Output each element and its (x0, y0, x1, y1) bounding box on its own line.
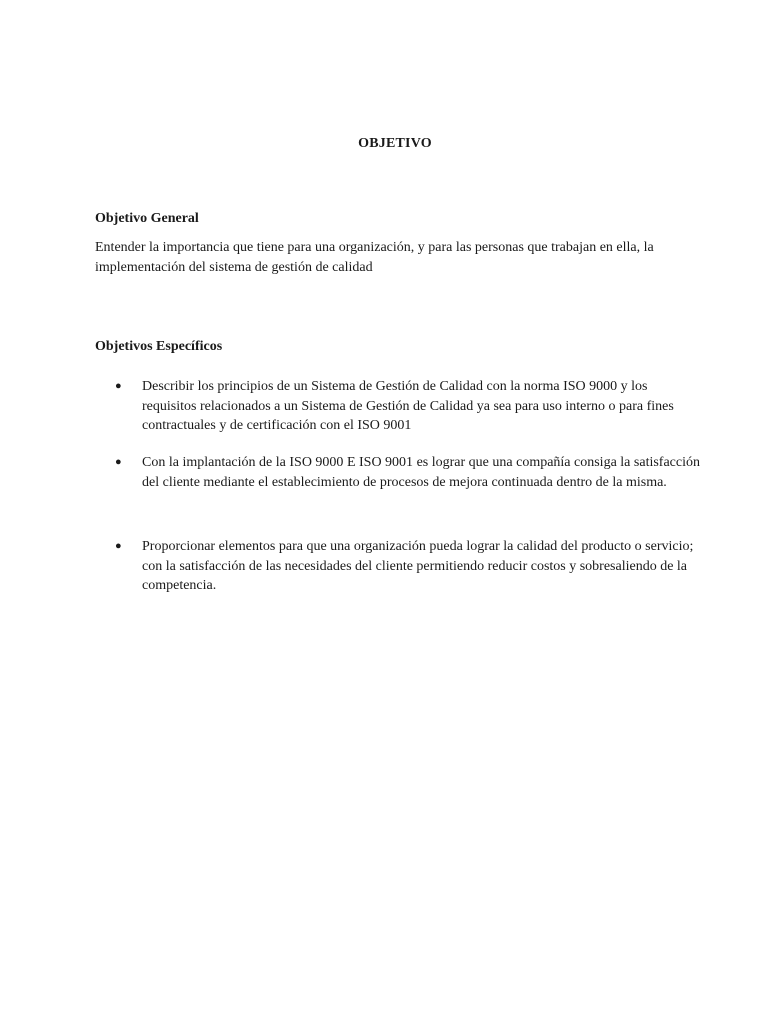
general-objective-heading: Objetivo General (95, 211, 199, 226)
bullet-icon: ● (115, 456, 122, 468)
general-objective-text: Entender la importancia que tiene para una organización, y para las personas que trabajan en ella, la implementación del sistema de gestión de calidad (95, 240, 654, 275)
bullet-icon: ● (115, 380, 122, 392)
specific-objectives-heading: Objetivos Específicos (95, 339, 223, 354)
list-item (115, 377, 700, 436)
objective-text: Proporcionar elementos para que una organización pueda lograr la calidad del producto o servicio; con la satisfacción de las necesidades del cliente permitiendo reducir costos y sobresaliendo de la competencia. (142, 539, 694, 593)
bullet-icon: ● (115, 540, 122, 552)
objective-text: Con la implantación de la ISO 9000 E ISO 9001 es lograr que una compañía consiga la satisfacción del cliente mediante el establecimiento de procesos de mejora continuada dentro de la misma. (142, 455, 700, 490)
list-item (115, 453, 700, 492)
page-title: OBJETIVO (358, 136, 432, 151)
objective-text: Describir los principios de un Sistema de Gestión de Calidad con la norma ISO 9000 y los requisitos relacionados a un Sistema de Gestión de Calidad ya sea para uso interno o para fines contractuales y de certificación con el ISO 9001 (142, 379, 674, 433)
list-item (115, 537, 700, 596)
